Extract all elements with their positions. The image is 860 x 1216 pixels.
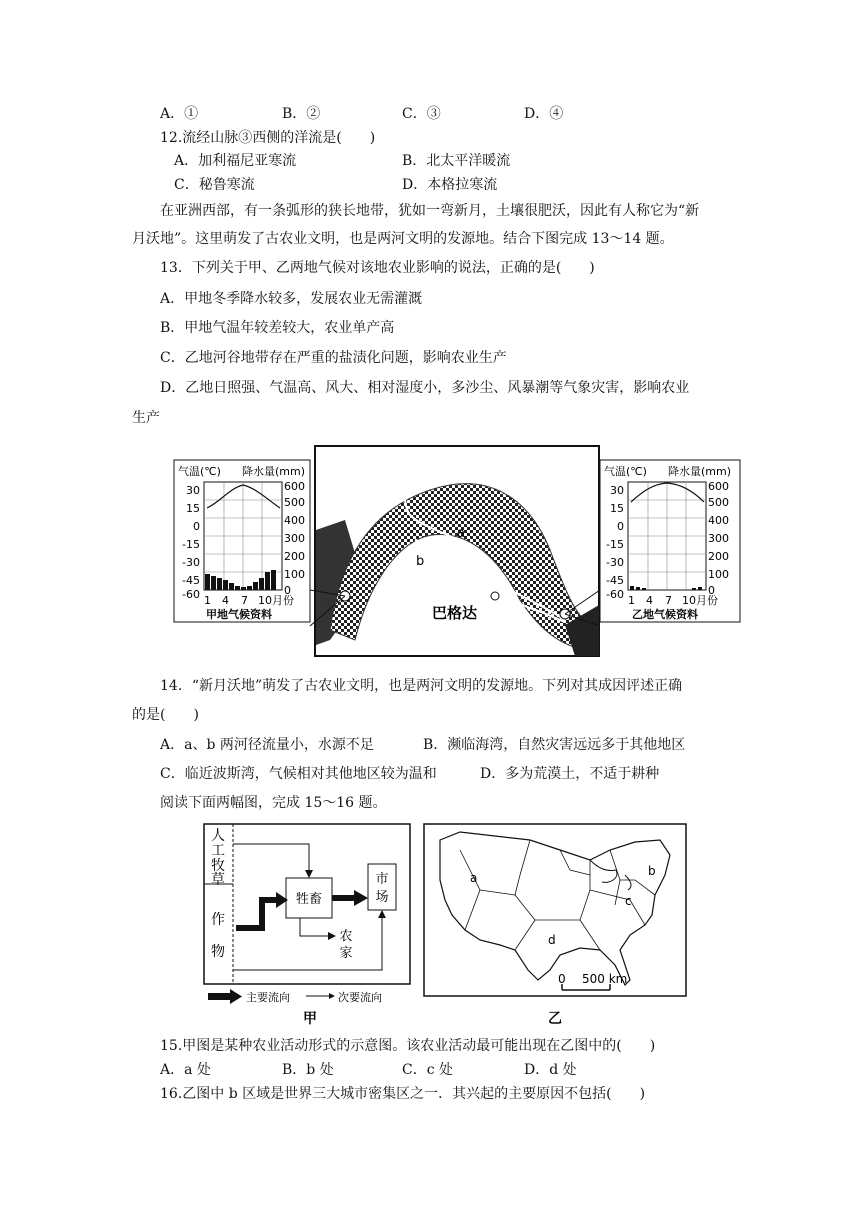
intro-15-16: 阅读下面两幅图，完成 15～16 题。 [160, 795, 387, 811]
intro-13-14-line2: 月沃地”。这里萌发了古农业文明，也是两河文明的发源地。结合下图完成 13～14 题。 [132, 231, 674, 247]
farmer-char: 农 [339, 929, 353, 944]
q12-option-c: C．秘鲁寒流 [174, 177, 255, 193]
left-precip-tick: 600 [284, 480, 305, 493]
q11-option-d: D．④ [524, 106, 564, 122]
q15-option-d: D．d 处 [524, 1062, 577, 1078]
left-precip-title: 降水量(mm) [242, 465, 306, 478]
crops-char: 作 [211, 912, 225, 928]
left-temp-tick: -15 [182, 538, 200, 551]
left-month-tick: 4 [222, 594, 229, 607]
left-temp-tick: -30 [182, 556, 200, 569]
right-temp-tick: -30 [606, 556, 624, 569]
right-climate-chart [600, 460, 740, 622]
right-precip-tick: 400 [708, 514, 729, 527]
q11-option-b: B．② [282, 106, 321, 122]
legend-main-label: 主要流向 [246, 991, 290, 1004]
left-month-tick: 1 [204, 594, 211, 607]
q14-stem-line2: 的是( ) [132, 707, 199, 723]
left-temp-tick: 30 [186, 484, 200, 497]
flow-diagram-jia [200, 820, 416, 1028]
q15-option-b: B．b 处 [282, 1062, 334, 1078]
right-month-tick: 7 [665, 594, 672, 607]
right-precip-title: 降水量(mm) [668, 465, 732, 478]
farmer-char: 家 [339, 946, 353, 961]
pasture-char: 草 [211, 872, 225, 888]
left-precip-tick: 0 [284, 584, 291, 597]
scale-zero: 0 [558, 972, 566, 986]
baghdad-label: 巴格达 [432, 604, 478, 622]
left-temp-tick: -45 [182, 574, 200, 587]
q14-option-b: B．濒临海湾，自然灾害远远多于其他地区 [423, 737, 686, 753]
river-b-label: b [416, 554, 425, 569]
right-precip-tick: 300 [708, 532, 729, 545]
left-temp-tick: -60 [182, 588, 200, 601]
q13-option-a: A．甲地冬季降水较多，发展农业无需灌溉 [160, 291, 423, 307]
q14-option-d: D．多为荒漠土，不适于耕种 [480, 766, 660, 782]
left-precip-tick: 500 [284, 496, 305, 509]
q12-stem: 12.流经山脉③西侧的洋流是( ) [160, 130, 376, 146]
map-label-d: d [548, 933, 556, 947]
q14-option-c: C．临近波斯湾，气候相对其他地区较为温和 [160, 766, 437, 782]
q13-option-c: C．乙地河谷地带存在严重的盐渍化问题，影响农业生产 [160, 350, 507, 366]
q15-option-a: A．a 处 [160, 1062, 211, 1078]
q12-option-b: B．北太平洋暖流 [402, 153, 511, 169]
left-precip-tick: 100 [284, 568, 305, 581]
left-climate-chart [174, 460, 310, 622]
right-precip-tick: 200 [708, 550, 729, 563]
pasture-char: 牧 [211, 858, 225, 874]
map-label-b: b [648, 864, 656, 878]
river-a-label: a [457, 526, 465, 541]
right-month-tick: 4 [646, 594, 653, 607]
left-month-tick: 7 [241, 594, 248, 607]
legend-minor-label: 次要流向 [338, 991, 382, 1004]
right-precip-tick: 500 [708, 496, 729, 509]
right-temp-tick: -45 [606, 574, 624, 587]
right-precip-tick: 0 [708, 584, 715, 597]
right-temp-tick: 30 [610, 484, 624, 497]
market-char: 市 [375, 872, 389, 887]
left-temp-tick: 0 [193, 520, 200, 533]
q12-option-a: A．加利福尼亚寒流 [174, 153, 297, 169]
right-chart-caption: 乙地气候资料 [632, 608, 698, 621]
q16-stem: 16.乙图中 b 区域是世界三大城市密集区之一．其兴起的主要原因不包括( ) [160, 1086, 646, 1102]
left-temp-tick: 15 [186, 502, 200, 515]
crops-char: 物 [211, 944, 225, 960]
q11-option-c: C．③ [402, 106, 441, 122]
livestock-label: 牲畜 [295, 892, 323, 907]
q13-option-d-cont: 生产 [132, 410, 160, 426]
left-temp-title: 气温(℃) [178, 465, 221, 478]
left-month-tick: 10月份 [258, 594, 294, 607]
q15-stem: 15.甲图是某种农业活动形式的示意图。该农业活动最可能出现在乙图中的( ) [160, 1038, 656, 1054]
right-precip-tick: 600 [708, 480, 729, 493]
left-precip-tick: 200 [284, 550, 305, 563]
q12-option-d: D．本格拉寒流 [402, 177, 498, 193]
q11-option-a: A．① [160, 106, 199, 122]
fertile-crescent-figure [170, 440, 744, 660]
right-temp-tick: 0 [617, 520, 624, 533]
map-caption: 乙 [548, 1011, 562, 1027]
q15-option-c: C．c 处 [402, 1062, 454, 1078]
right-temp-tick: 15 [610, 502, 624, 515]
map-label-c: c [625, 894, 632, 908]
right-precip-tick: 100 [708, 568, 729, 581]
q13-option-d: D．乙地日照强、气温高、风大、相对湿度小，多沙尘、风暴潮等气象灾害，影响农业 [160, 380, 690, 396]
map-label-a: a [470, 871, 478, 885]
right-temp-tick: -60 [606, 588, 624, 601]
pasture-char: 工 [211, 843, 225, 859]
pasture-char: 人 [211, 828, 225, 844]
right-temp-title: 气温(℃) [604, 465, 647, 478]
right-month-tick: 10月份 [682, 594, 718, 607]
q13-stem: 13．下列关于甲、乙两地气候对该地农业影响的说法，正确的是( ) [160, 260, 595, 276]
left-precip-tick: 300 [284, 532, 305, 545]
flow-caption: 甲 [303, 1011, 317, 1027]
scale-label: 500 km [582, 972, 628, 986]
us-map-yi [420, 820, 690, 1028]
q13-option-b: B．甲地气温年较差较大，农业单产高 [160, 320, 395, 336]
q14-stem-line1: 14．“新月沃地”萌发了古农业文明，也是两河文明的发源地。下列对其成因评述正确 [160, 678, 683, 694]
intro-13-14-line1: 在亚洲西部，有一条弧形的狭长地带，犹如一弯新月，土壤很肥沃，因此有人称它为“新 [160, 203, 700, 219]
market-char: 场 [375, 890, 389, 905]
q14-option-a: A．a、b 两河径流量小，水源不足 [160, 737, 374, 753]
right-month-tick: 1 [628, 594, 635, 607]
left-precip-tick: 400 [284, 514, 305, 527]
left-chart-caption: 甲地气候资料 [206, 608, 272, 621]
location-baghdad [491, 592, 499, 600]
right-temp-tick: -15 [606, 538, 624, 551]
